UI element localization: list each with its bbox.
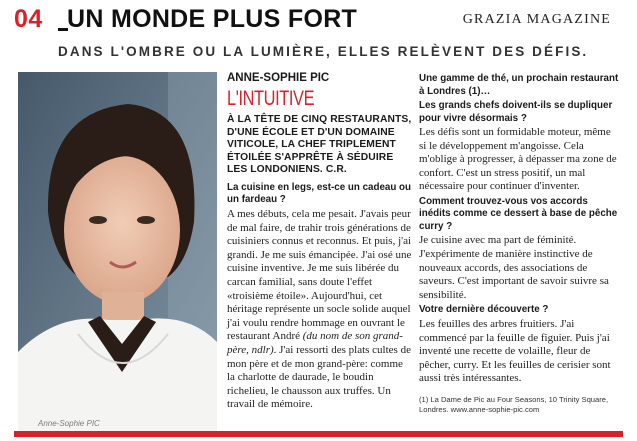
- portrait-illustration: [18, 72, 217, 434]
- question-3: Comment trouvez-vous vos accords inédits comme ce dessert à base de pêche curry ?: [419, 195, 618, 232]
- column-right: [419, 71, 619, 415]
- photo-caption: Anne-Sophie PIC: [38, 419, 100, 428]
- profile-name: ANNE-SOPHIE PIC: [227, 72, 330, 84]
- footnote: (1) La Dame de Pic au Four Seasons, 10 Trinity Square, Londres. www.anne-sophie-pic.com: [419, 394, 609, 414]
- answer-2: Les défis sont un formidable moteur, même si le développement m'angoisse. Cela m'oblige à progresser, à dépasser ma zone de confort. C'est un stress positif, un mal nécessaire pour continuer d'inventer.: [419, 126, 617, 193]
- answer-1-part-1: A mes débuts, cela me pesait. J'avais peur de mal faire, de trahir trois générations de cuisiniers connus et reconnus. Et puis, j'ai grandi. Je me suis émancipée. J'ai osé une cuisine inventive. Je me suis libérée du carcan familial, sans doute l'effet «troisième étoile». Aujourd'hui, cet héritage représente un socle solide auquel j'ai voulu rendre hommage en ouvrant le restaurant André: [227, 207, 412, 343]
- answer-1-part-2: . J'ai ressorti des plats cultes de mon père et de mon grand-père: comme la charlotte de daurade, le boudin richelieu, le chausson aux truffes. Un travail de mémoire.: [227, 343, 411, 411]
- section-title: UN MONDE PLUS FORT: [67, 5, 358, 33]
- answer-3: Je cuisine avec ma part de féminité. J'expérimente de manière instinctive de nouveaux accords, des associations de saveurs. C'est important de savoir suivre sa sensibilité.: [419, 234, 609, 301]
- question-1: La cuisine en legs, est-ce un cadeau ou un fardeau ?: [227, 181, 412, 206]
- intro-line: Une gamme de thé, un prochain restaurant à Londres (1)…: [419, 73, 619, 97]
- section-number: 04: [14, 5, 43, 33]
- bottom-accent-bar: [14, 431, 623, 437]
- section-subhead: DANS L'OMBRE OU LA LUMIÈRE, ELLES RELÈVENT DES DÉFIS.: [58, 44, 589, 59]
- answer-4: Les feuilles des arbres fruitiers. J'ai commencé par la feuille de figuier. Puis j'ai inventé une recette de volaille, fleur de pêcher, curry. Et les feuilles de cerisier sont aussi très intéressantes.: [419, 317, 611, 385]
- feature-title: L'INTUITIVE: [227, 87, 315, 110]
- magazine-brand: GRAZIA MAGAZINE: [462, 12, 611, 27]
- answer-1-aside: (du nom de son grand-père, ndlr): [227, 330, 403, 356]
- question-2: Les grands chefs doivent-ils se dupliquer pour vivre désormais ?: [419, 100, 613, 124]
- question-4: Votre dernière découverte ?: [419, 304, 549, 316]
- portrait-photo: [18, 72, 217, 434]
- lead-paragraph: À LA TÊTE DE CINQ RESTAURANTS, D'UNE ÉCOLE ET D'UN DOMAINE VITICOLE, LA CHEF TRIPLEMENT ÉTOILÉE S'APPRÊTE À SÉDUIRE LES LONDONIENS. C.R.: [227, 114, 412, 176]
- answer-1: [227, 208, 413, 412]
- column-middle: [227, 71, 413, 412]
